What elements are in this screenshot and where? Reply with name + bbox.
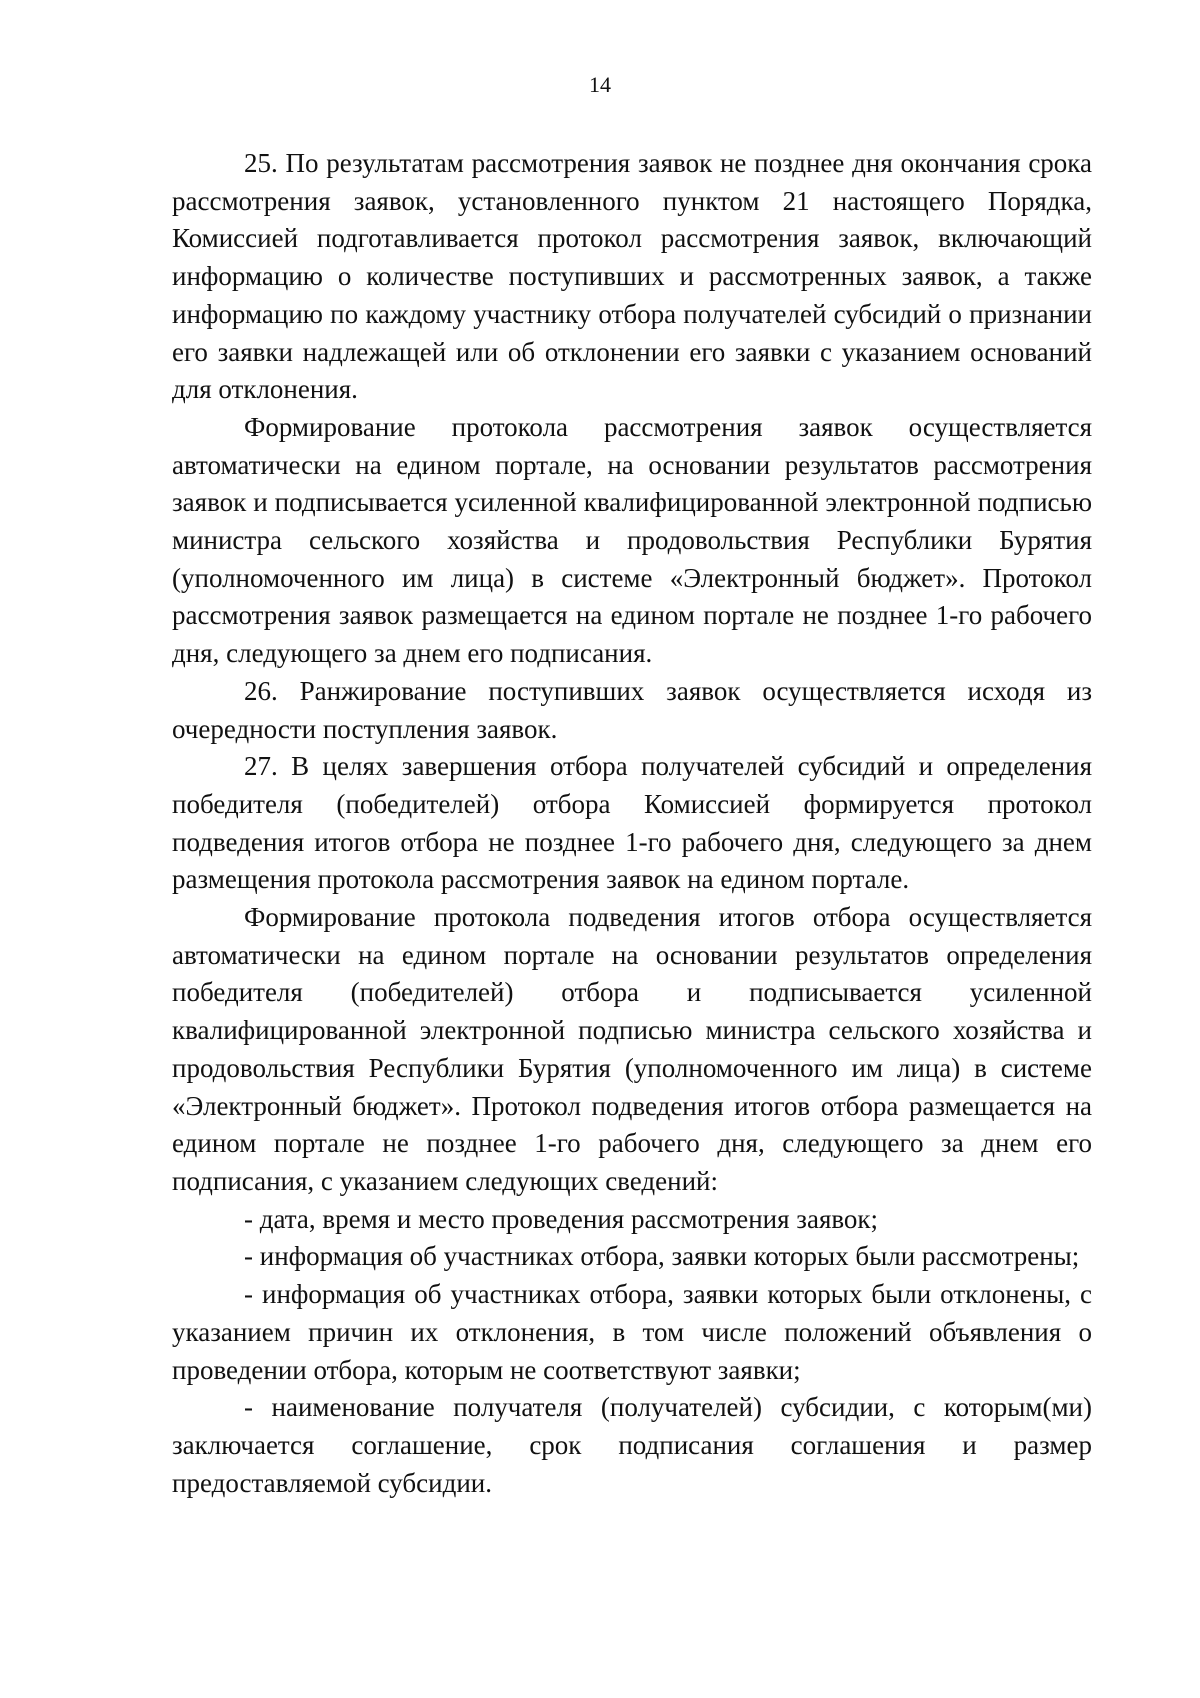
- paragraph-26: 26. Ранжирование поступивших заявок осуществляется исходя из очередности поступления заявок.: [172, 675, 1092, 744]
- paragraph-25: 25. По результатам рассмотрения заявок не позднее дня окончания срока рассмотрения заявок, установленного пунктом 21 настоящего Порядка, Комиссией подготавливается протокол рассмотрения заявок, включающий информацию о количестве поступивших и рассмотренных заявок, а также информацию по каждому участнику отбора получателей субсидий о признании его заявки надлежащей или об отклонении его заявки с указанием оснований для отклонения.: [172, 148, 1092, 405]
- page-number: 14: [589, 72, 611, 97]
- list-item-rejected-participants: - информация об участниках отбора, заявки которых были отклонены, с указанием причин их отклонения, в том числе положений объявления о проведении отбора, которым не соответствуют заявки;: [172, 1279, 1092, 1385]
- list-item-date-time-place: - дата, время и место проведения рассмотрения заявок;: [244, 1203, 879, 1234]
- paragraph-27-protocol-formation: Формирование протокола подведения итогов отбора осуществляется автоматически на едином портале на основании результатов определения победителя (победителей) отбора и подписывается усиленной квалифицированной электронной подписью министра сельского хозяйства и продовольствия Республики Бурятия (уполномоченного им лица) в системе «Электронный бюджет». Протокол подведения итогов отбора размещается на едином портале не позднее 1-го рабочего дня, следующего за днем его подписания, с указанием следующих сведений:: [172, 902, 1092, 1196]
- list-item-recipient-name: - наименование получателя (получателей) субсидии, с которым(ми) заключается соглашение, срок подписания соглашения и размер предоставляемой субсидии.: [172, 1392, 1092, 1498]
- list-item-reviewed-participants: - информация об участниках отбора, заявки которых были рассмотрены;: [244, 1241, 1080, 1272]
- paragraph-25-protocol-formation: Формирование протокола рассмотрения заявок осуществляется автоматически на едином портале, на основании результатов рассмотрения заявок и подписывается усиленной квалифицированной электронной подписью министра сельского хозяйства и продовольствия Республики Бурятия (уполномоченного им лица) в системе «Электронный бюджет». Протокол рассмотрения заявок размещается на едином портале не позднее 1-го рабочего дня, следующего за днем его подписания.: [172, 411, 1092, 669]
- paragraph-27: 27. В целях завершения отбора получателей субсидий и определения победителя (победителей) отбора Комиссией формируется протокол подведения итогов отбора не позднее 1-го рабочего дня, следующего за днем размещения протокола рассмотрения заявок на едином портале.: [172, 751, 1092, 895]
- document-body: [172, 145, 1092, 1502]
